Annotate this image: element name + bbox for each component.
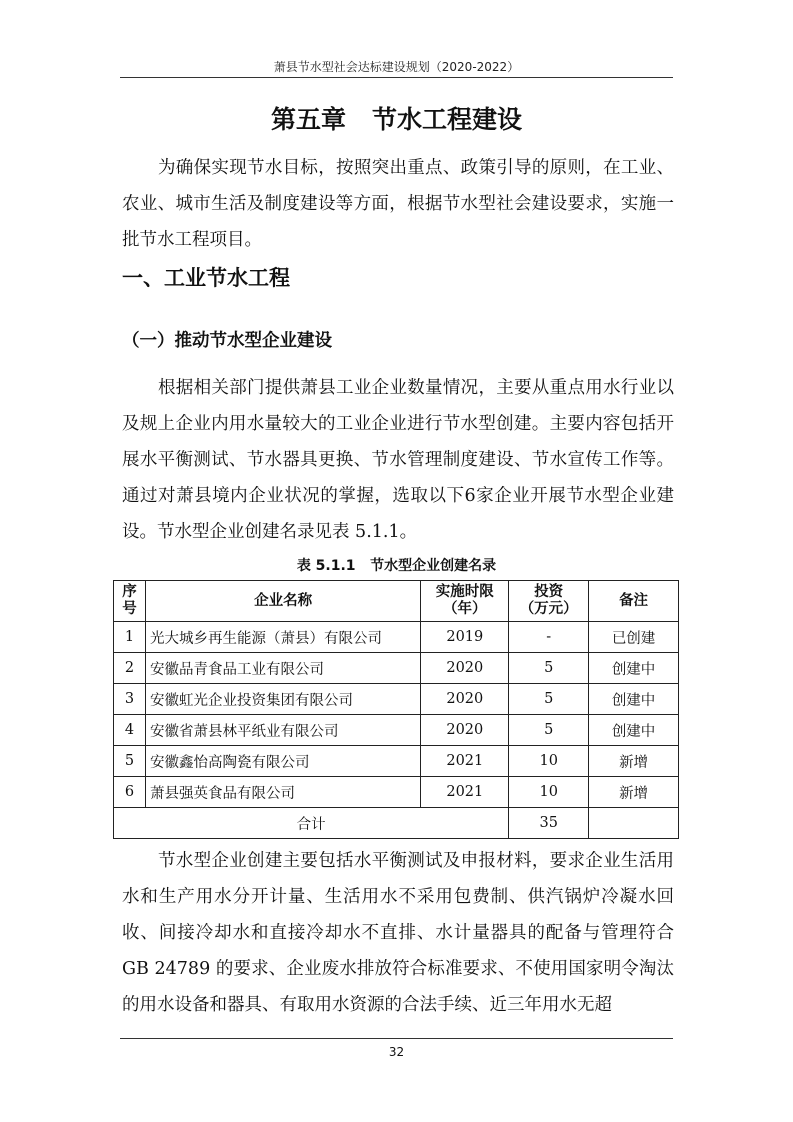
cell-name: 安徽鑫怡高陶瓷有限公司	[145, 746, 420, 777]
cell-name: 光大城乡再生能源（萧县）有限公司	[145, 622, 420, 653]
table-caption: 表 5.1.1 节水型企业创建名录	[296, 558, 497, 574]
cell-investment: 5	[509, 653, 589, 684]
cell-year: 2019	[421, 622, 509, 653]
header-name: 企业名称	[145, 581, 420, 622]
cell-no: 4	[114, 715, 146, 746]
cell-remark: 新增	[589, 777, 679, 808]
table-row	[114, 777, 679, 808]
cell-no: 2	[114, 653, 146, 684]
header-no: 序 号	[114, 581, 146, 622]
header-remark: 备注	[589, 581, 679, 622]
total-investment: 35	[509, 808, 589, 839]
header-investment: 投资 （万元）	[509, 581, 589, 622]
cell-no: 6	[114, 777, 146, 808]
header-period: 实施时限 （年）	[421, 581, 509, 622]
cell-remark: 已创建	[589, 622, 679, 653]
cell-name: 安徽虹光企业投资集团有限公司	[145, 684, 420, 715]
cell-year: 2020	[421, 684, 509, 715]
running-header: 萧县节水型社会达标建设规划（2020-2022）	[273, 60, 520, 74]
after-table-paragraph: 节水型企业创建主要包括水平衡测试及申报材料，要求企业生活用水和生产用水分开计量、生活用水不采用包费制、供汽锅炉冷凝水回收、间接冷却水和直接冷却水不直排、水计量器具的配备与管理符合 GB 24789 的要求、企业废水排放符合标准要求、不使用国家明令淘汰的用水设备和器具、有取用水资源的合法手续、近三年用水无超	[122, 851, 674, 1015]
table-row	[114, 653, 679, 684]
table-row	[114, 715, 679, 746]
cell-remark: 创建中	[589, 684, 679, 715]
total-remark	[589, 808, 679, 839]
cell-investment: 10	[509, 746, 589, 777]
cell-investment: 10	[509, 777, 589, 808]
cell-remark: 创建中	[589, 715, 679, 746]
cell-investment: -	[509, 622, 589, 653]
cell-year: 2021	[421, 746, 509, 777]
cell-no: 1	[114, 622, 146, 653]
table-row	[114, 746, 679, 777]
cell-name: 安徽省萧县林平纸业有限公司	[145, 715, 420, 746]
cell-name: 萧县强英食品有限公司	[145, 777, 420, 808]
subsection-heading: （一）推动节水型企业建设	[122, 331, 332, 351]
cell-no: 5	[114, 746, 146, 777]
table-header-row	[114, 581, 679, 622]
page-number: 32	[388, 1045, 405, 1059]
table-total-row	[114, 808, 679, 839]
section-heading: 一、工业节水工程	[122, 266, 290, 290]
cell-no: 3	[114, 684, 146, 715]
enterprise-table	[113, 580, 679, 839]
table-row	[114, 684, 679, 715]
footer-rule	[120, 1038, 673, 1039]
table-row	[114, 622, 679, 653]
header-rule	[120, 77, 673, 78]
subsection-paragraph: 根据相关部门提供萧县工业企业数量情况，主要从重点用水行业以及规上企业内用水量较大的工业企业进行节水型创建。主要内容包括开展水平衡测试、节水器具更换、节水管理制度建设、节水宣传工作等。通过对萧县境内企业状况的掌握，选取以下6家企业开展节水型企业建设。节水型企业创建名录见表 5.1.1。	[122, 378, 674, 542]
cell-year: 2021	[421, 777, 509, 808]
cell-name: 安徽品青食品工业有限公司	[145, 653, 420, 684]
chapter-title: 第五章 节水工程建设	[270, 105, 523, 134]
cell-year: 2020	[421, 715, 509, 746]
total-label: 合计	[114, 808, 509, 839]
intro-paragraph: 为确保实现节水目标，按照突出重点、政策引导的原则，在工业、农业、城市生活及制度建设等方面，根据节水型社会建设要求，实施一批节水工程项目。	[122, 158, 674, 250]
cell-investment: 5	[509, 684, 589, 715]
cell-remark: 新增	[589, 746, 679, 777]
cell-year: 2020	[421, 653, 509, 684]
cell-remark: 创建中	[589, 653, 679, 684]
cell-investment: 5	[509, 715, 589, 746]
